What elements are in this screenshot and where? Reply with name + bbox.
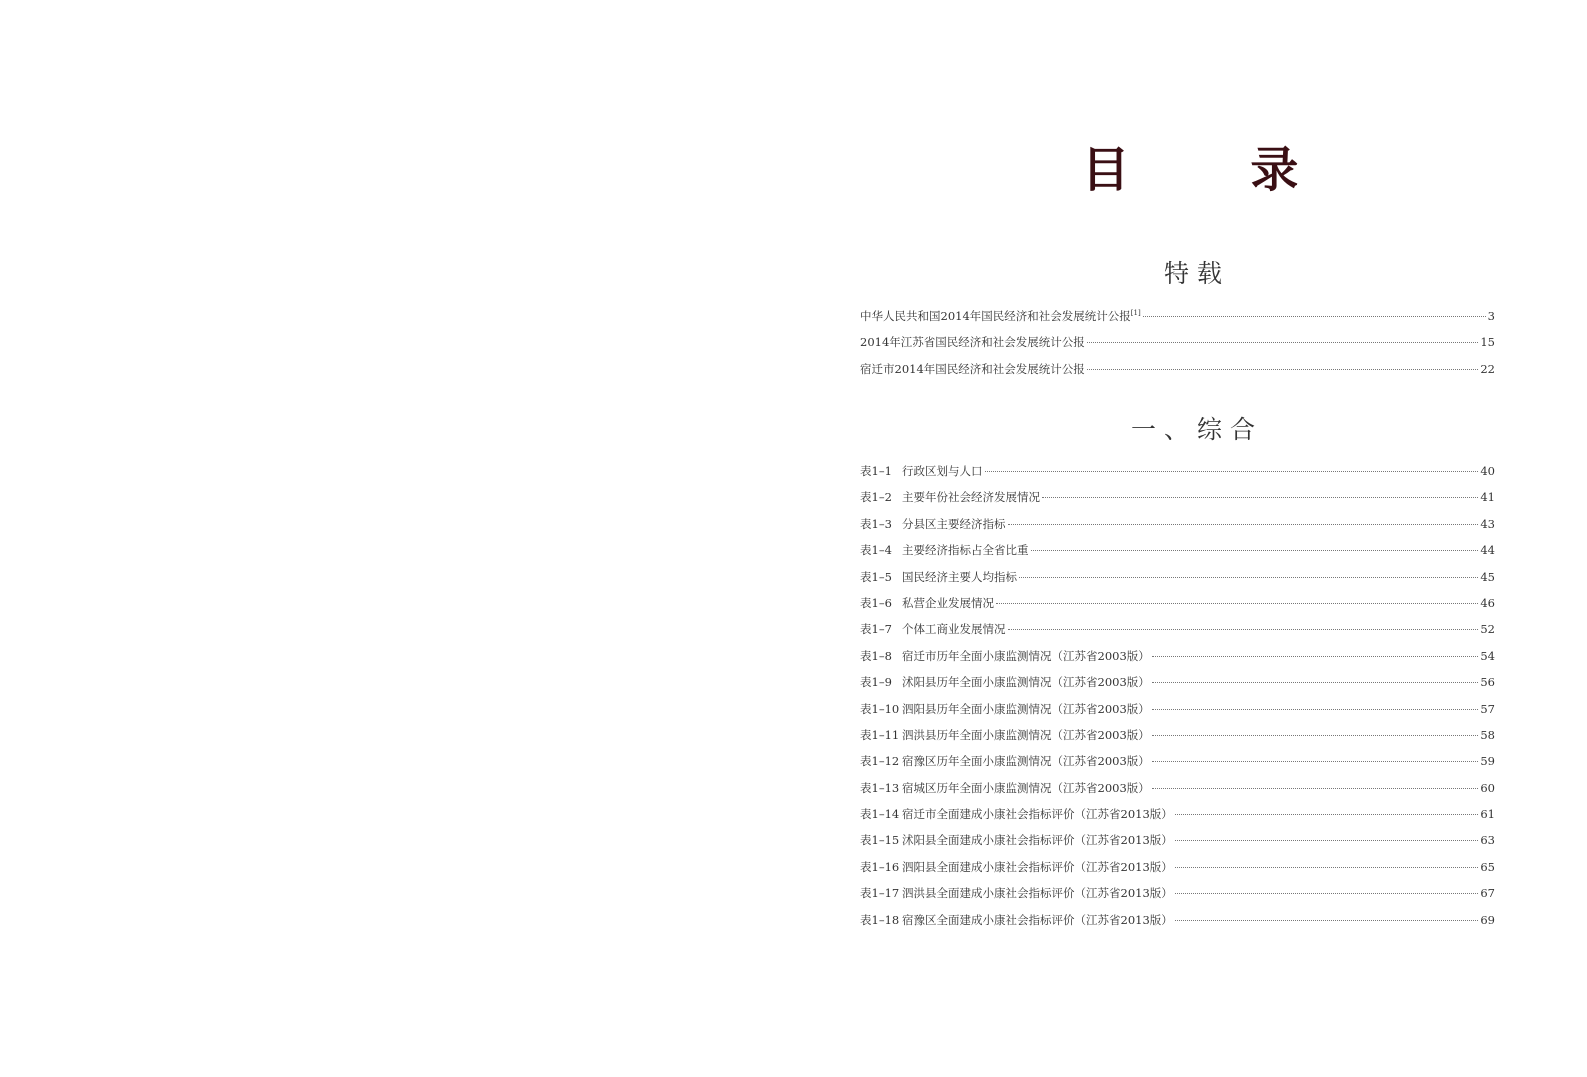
dot-leader xyxy=(1152,761,1479,762)
toc-entry-number: 表1–9 xyxy=(860,675,892,690)
toc-entry-number: 表1–6 xyxy=(860,595,892,610)
toc-entry-number: 表1–15 xyxy=(860,833,900,848)
dot-leader xyxy=(1019,577,1478,578)
toc-entry[interactable] xyxy=(860,569,1495,595)
toc-entry-title-text: 分县区主要经济指标 xyxy=(902,516,1006,531)
toc-entry[interactable] xyxy=(860,463,1495,489)
toc-entry[interactable] xyxy=(860,701,1495,727)
dot-leader xyxy=(1152,788,1479,789)
toc-entry-title-text: 宿豫区全面建成小康社会指标评价（江苏省2013版） xyxy=(902,912,1173,927)
toc-entry[interactable] xyxy=(860,621,1495,647)
toc-entry[interactable] xyxy=(860,308,1495,334)
toc-entry[interactable] xyxy=(860,648,1495,674)
toc-entry-title-text: 宿城区历年全面小康监测情况（江苏省2003版） xyxy=(902,780,1150,795)
toc-entry-title-text: 主要年份社会经济发展情况 xyxy=(902,490,1040,505)
toc-entry-page-number: 63 xyxy=(1480,833,1495,848)
toc-entry-number: 表1–18 xyxy=(860,912,900,927)
toc-entry-page-number: 54 xyxy=(1480,648,1495,663)
dot-leader xyxy=(1175,840,1479,841)
toc-entry-number: 表1–10 xyxy=(860,701,900,716)
toc-entry-title-text: 宿迁市全面建成小康社会指标评价（江苏省2013版） xyxy=(902,807,1173,822)
toc-entry-number: 表1–17 xyxy=(860,886,900,901)
toc-entry[interactable] xyxy=(860,674,1495,700)
dot-leader xyxy=(1008,629,1479,630)
toc-entry-number: 表1–1 xyxy=(860,464,892,478)
toc-entry-title xyxy=(902,753,1150,769)
toc-entry-title-text: 主要经济指标占全省比重 xyxy=(902,543,1029,558)
toc-entry-number: 表1–8 xyxy=(860,648,892,663)
toc-entry-title-text: 沭阳县全面建成小康社会指标评价（江苏省2013版） xyxy=(902,833,1173,848)
toc-entry[interactable] xyxy=(860,859,1495,885)
toc-entry-page-number: 57 xyxy=(1480,701,1495,716)
toc-entry-title xyxy=(902,912,1173,928)
dot-leader xyxy=(1152,682,1479,683)
toc-entry[interactable] xyxy=(860,334,1495,360)
dot-leader xyxy=(1087,342,1479,343)
toc-entry-page-number: 45 xyxy=(1480,569,1495,584)
toc-entry[interactable] xyxy=(860,516,1495,542)
toc-entry[interactable] xyxy=(860,361,1495,387)
toc-entry-page-number: 58 xyxy=(1480,727,1495,742)
dot-leader xyxy=(1175,867,1479,868)
toc-entry-number: 表1–14 xyxy=(860,807,900,822)
toc-entry[interactable] xyxy=(860,727,1495,753)
footnote-marker: [1] xyxy=(1130,309,1141,318)
toc-entry-title xyxy=(902,780,1150,796)
toc-entry-title xyxy=(902,595,994,611)
dot-leader xyxy=(1087,369,1479,370)
toc-page xyxy=(790,0,1587,1077)
toc-entry-page-number: 15 xyxy=(1480,335,1495,350)
dot-leader xyxy=(1152,735,1479,736)
toc-entry-title-text: 私营企业发展情况 xyxy=(902,595,994,610)
toc-entry-title-text: 中华人民共和国2014年国民经济和社会发展统计公报 xyxy=(860,309,1131,323)
left-blank-page xyxy=(0,0,790,1077)
toc-entry-title xyxy=(902,569,1017,585)
toc-entry-title xyxy=(902,806,1173,822)
dot-leader xyxy=(1031,550,1479,551)
toc-entry[interactable] xyxy=(860,885,1495,911)
toc-entry-title xyxy=(902,674,1150,690)
toc-entry-title xyxy=(860,334,1085,350)
toc-entry[interactable] xyxy=(860,832,1495,858)
toc-entry-title-text: 国民经济主要人均指标 xyxy=(902,569,1017,584)
toc-entry-number: 表1–5 xyxy=(860,569,892,584)
dot-leader xyxy=(1175,814,1479,815)
toc-list-special xyxy=(860,308,1495,387)
toc-entry[interactable] xyxy=(860,489,1495,515)
toc-entry-title xyxy=(902,701,1150,717)
dot-leader xyxy=(1175,893,1479,894)
dot-leader xyxy=(1008,524,1479,525)
dot-leader xyxy=(1143,316,1486,317)
toc-entry-title xyxy=(902,885,1173,901)
toc-entry-page-number: 69 xyxy=(1480,912,1495,927)
toc-entry-title-text: 行政区划与人口 xyxy=(902,464,983,478)
toc-entry-number: 表1–11 xyxy=(860,727,900,742)
toc-entry-page-number: 41 xyxy=(1480,490,1495,505)
toc-entry[interactable] xyxy=(860,542,1495,568)
toc-entry-page-number: 43 xyxy=(1480,516,1495,531)
toc-entry-title xyxy=(902,727,1150,743)
toc-entry-title-text: 泗洪县全面建成小康社会指标评价（江苏省2013版） xyxy=(902,886,1173,901)
toc-entry-number: 表1–3 xyxy=(860,516,892,531)
toc-entry-title xyxy=(902,859,1173,875)
toc-entry-number: 表1–13 xyxy=(860,780,900,795)
toc-entry-page-number: 61 xyxy=(1480,807,1495,822)
toc-entry-number: 表1–4 xyxy=(860,543,892,558)
dot-leader xyxy=(1152,709,1479,710)
toc-entry-page-number: 40 xyxy=(1480,464,1495,478)
toc-entry-number: 表1–16 xyxy=(860,859,900,874)
toc-title: 目 录 xyxy=(1081,142,1351,198)
toc-entry-title-text: 个体工商业发展情况 xyxy=(902,622,1006,637)
toc-entry-title xyxy=(902,648,1150,664)
toc-entry-title xyxy=(860,308,1141,324)
toc-entry-title-text: 泗阳县历年全面小康监测情况（江苏省2003版） xyxy=(902,701,1150,716)
toc-entry-title xyxy=(902,621,1006,637)
toc-list-general xyxy=(860,463,1495,938)
toc-entry[interactable] xyxy=(860,753,1495,779)
toc-entry-page-number: 65 xyxy=(1480,859,1495,874)
toc-entry-page-number: 67 xyxy=(1480,886,1495,901)
toc-entry[interactable] xyxy=(860,595,1495,621)
toc-entry[interactable] xyxy=(860,806,1495,832)
toc-entry-title xyxy=(902,832,1173,848)
toc-entry-title xyxy=(902,463,983,479)
dot-leader xyxy=(1042,497,1478,498)
toc-entry-title xyxy=(902,542,1029,558)
toc-entry-title-text: 沭阳县历年全面小康监测情况（江苏省2003版） xyxy=(902,675,1150,690)
toc-entry-title-text: 泗洪县历年全面小康监测情况（江苏省2003版） xyxy=(902,727,1150,742)
dot-leader xyxy=(1175,920,1479,921)
toc-entry-number: 表1–7 xyxy=(860,622,892,637)
section-heading-general: 一、综合 xyxy=(1130,415,1263,444)
toc-entry-page-number: 59 xyxy=(1480,754,1495,769)
toc-entry-number: 表1–2 xyxy=(860,490,892,505)
toc-entry-title-text: 2014年江苏省国民经济和社会发展统计公报 xyxy=(860,335,1085,350)
toc-entry[interactable] xyxy=(860,912,1495,938)
toc-entry-title xyxy=(902,489,1040,505)
dot-leader xyxy=(1152,656,1479,657)
toc-entry[interactable] xyxy=(860,780,1495,806)
toc-entry-title xyxy=(902,516,1006,532)
toc-entry-page-number: 52 xyxy=(1480,622,1495,637)
dot-leader xyxy=(985,471,1479,472)
toc-entry-title-text: 宿迁市2014年国民经济和社会发展统计公报 xyxy=(860,361,1085,376)
toc-entry-page-number: 44 xyxy=(1480,543,1495,558)
dot-leader xyxy=(996,603,1478,604)
toc-entry-title xyxy=(860,361,1085,377)
toc-entry-title-text: 宿豫区历年全面小康监测情况（江苏省2003版） xyxy=(902,754,1150,769)
toc-entry-number: 表1–12 xyxy=(860,754,900,769)
toc-entry-title-text: 宿迁市历年全面小康监测情况（江苏省2003版） xyxy=(902,648,1150,663)
toc-entry-page-number: 22 xyxy=(1480,361,1495,376)
toc-entry-page-number: 56 xyxy=(1480,675,1495,690)
section-heading-special: 特载 xyxy=(1163,259,1230,288)
toc-entry-title-text: 泗阳县全面建成小康社会指标评价（江苏省2013版） xyxy=(902,859,1173,874)
toc-entry-page-number: 3 xyxy=(1487,309,1495,323)
toc-entry-page-number: 60 xyxy=(1480,780,1495,795)
toc-entry-page-number: 46 xyxy=(1480,595,1495,610)
